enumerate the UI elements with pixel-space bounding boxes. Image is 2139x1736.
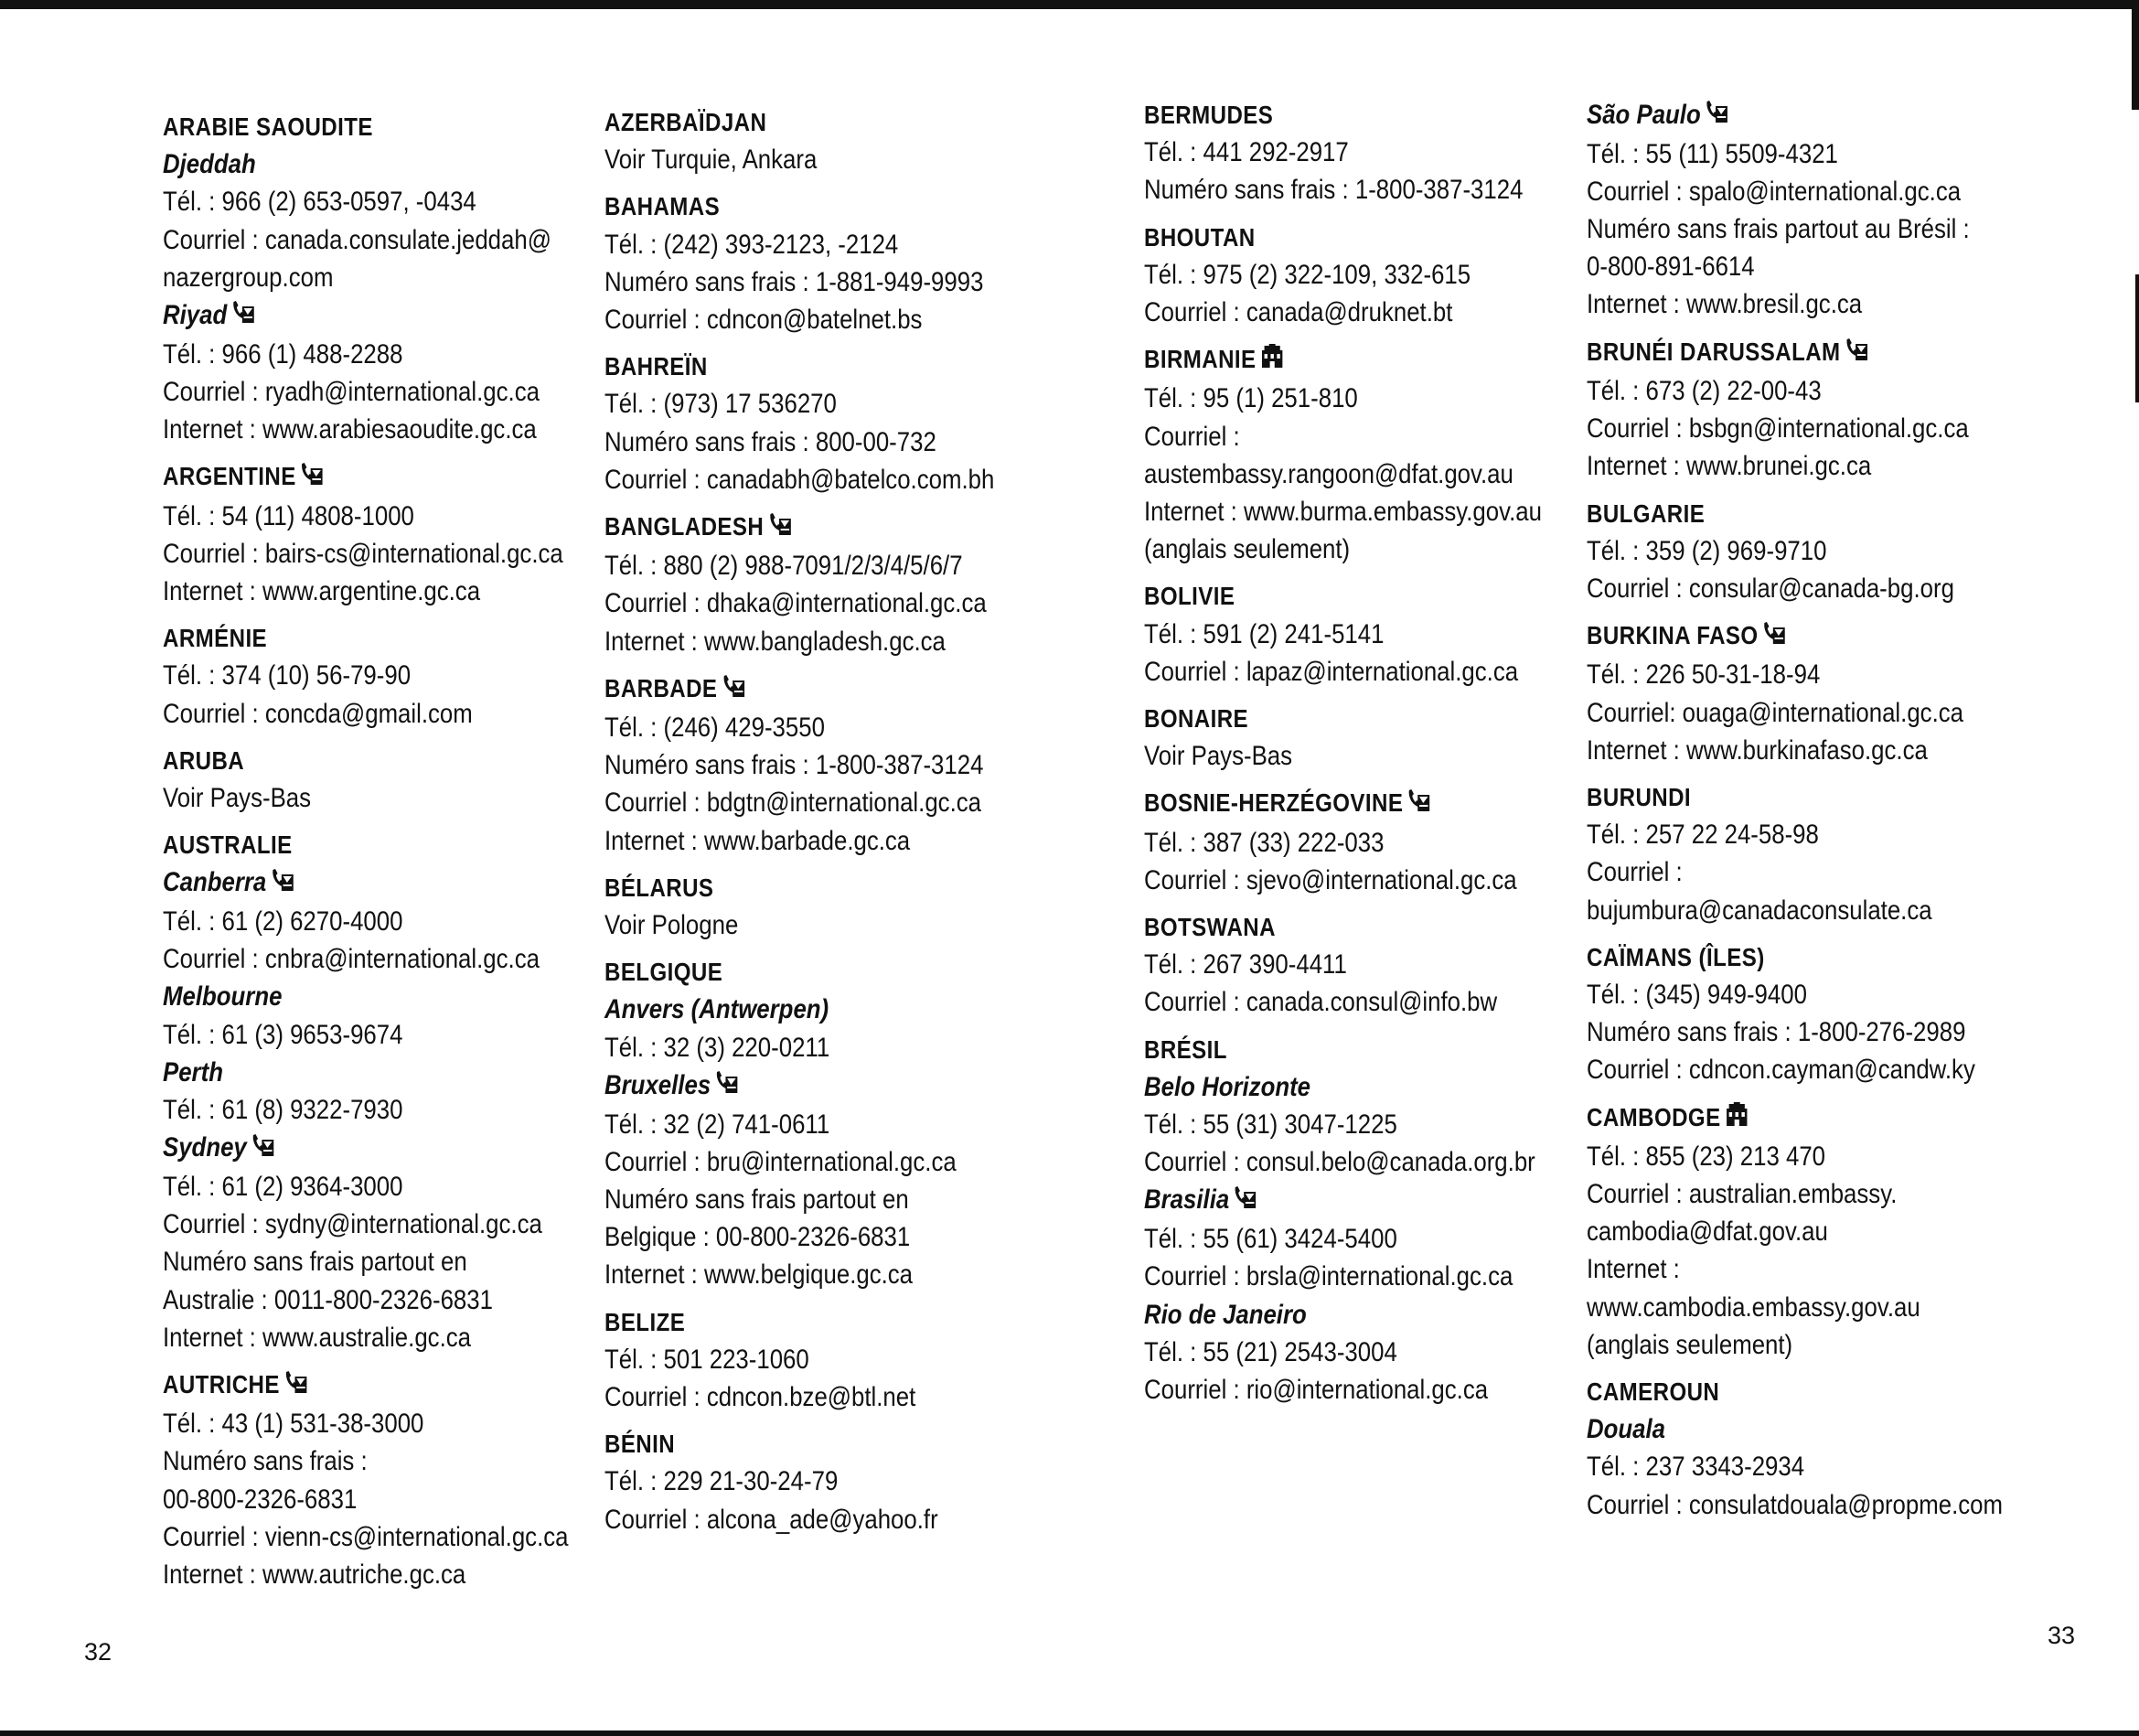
contact-line: Numéro sans frais partout en (604, 1184, 909, 1215)
contact-line: Courriel : lapaz@international.gc.ca (1144, 656, 1519, 687)
contact-line: Courriel : consular@canada-bg.org (1587, 573, 1954, 604)
country-entry (604, 103, 998, 178)
contact-line: Numéro sans frais partout au Brésil : (1587, 214, 1970, 245)
contact-line: Numéro sans frais : (163, 1446, 368, 1477)
country-name: ARUBA (163, 745, 245, 775)
contact-line: bujumbura@canadaconsulate.ca (1587, 895, 1932, 926)
contact-line: Courriel : canadabh@batelco.com.bh (604, 464, 995, 495)
contact-line: Tél. : 267 390-4411 (1144, 949, 1347, 981)
contact-line: Internet : www.barbade.gc.ca (604, 825, 911, 856)
contact-line: Courriel : sydny@international.gc.ca (163, 1209, 542, 1240)
contact-line: Tél. : 257 22 24-58-98 (1587, 820, 1819, 851)
city-name: Bruxelles (604, 1069, 711, 1100)
country-name: BRÉSIL (1144, 1034, 1227, 1064)
country-entry (163, 826, 556, 1356)
country-heading (1144, 700, 1537, 737)
contact-line: Numéro sans frais partout en (163, 1247, 467, 1278)
country-name: ARMÉNIE (163, 624, 268, 653)
country-name: AUSTRALIE (163, 830, 293, 860)
column-3 (1144, 96, 1542, 1418)
city-heading (163, 863, 556, 903)
phone-icon (231, 297, 255, 335)
country-entry (163, 1366, 569, 1593)
contact-line: Tél. : 61 (3) 9653-9674 (163, 1019, 403, 1050)
contact-line: Tél. : 32 (2) 741-0611 (604, 1109, 830, 1140)
country-name: BARBADE (604, 673, 718, 702)
phone-icon (1234, 1183, 1257, 1220)
contact-line: Tél. : 359 (2) 969-9710 (1587, 535, 1827, 566)
contact-line: Internet : www.brunei.gc.ca (1587, 451, 1872, 482)
country-name: BANGLADESH (604, 512, 765, 541)
country-heading (604, 1303, 998, 1341)
country-name: BURKINA FASO (1587, 621, 1759, 650)
contact-line: Tél. : 95 (1) 251-810 (1144, 383, 1358, 414)
city-heading (1587, 96, 1980, 135)
contact-line: Courriel : bairs-cs@international.gc.ca (163, 538, 563, 569)
contact-line: Tél. : 374 (10) 56-79-90 (163, 660, 412, 691)
country-heading (604, 188, 998, 225)
contact-line: Tél. : 591 (2) 241-5141 (1144, 618, 1385, 649)
country-name: BOLIVIE (1144, 582, 1235, 611)
country-entry (1144, 700, 1537, 775)
contact-line: Internet : www.argentine.gc.ca (163, 575, 481, 606)
country-name: CAMEROUN (1587, 1377, 1720, 1406)
country-heading (604, 508, 998, 547)
contact-line: Courriel : spalo@international.gc.ca (1587, 176, 1962, 207)
country-name: ARGENTINE (163, 462, 296, 491)
country-name: BOTSWANA (1144, 913, 1276, 942)
country-heading (604, 103, 998, 141)
contact-line: Internet : www.autriche.gc.ca (163, 1559, 466, 1590)
contact-line: Courriel : consulatdouala@propme.com (1587, 1489, 2003, 1520)
country-heading (1587, 778, 1980, 816)
contact-line: Courriel : concda@gmail.com (163, 698, 473, 729)
country-entry (604, 348, 998, 498)
building-icon (1261, 342, 1285, 380)
contact-line: Courriel : (1144, 421, 1240, 452)
contact-line: nazergroup.com (163, 262, 334, 293)
country-entry (1587, 938, 1980, 1089)
city-heading (604, 1066, 998, 1106)
phone-icon (768, 509, 792, 547)
contact-line: Courriel: ouaga@international.gc.ca (1587, 697, 1963, 728)
contact-line: Tél. : 441 292-2917 (1144, 137, 1349, 168)
country-heading (163, 108, 556, 145)
country-heading (163, 619, 556, 657)
contact-line: Courriel : vienn-cs@international.gc.ca (163, 1521, 569, 1552)
country-entry (604, 670, 998, 860)
country-entry (1587, 333, 1980, 486)
contact-line: Tél. : 61 (2) 6270-4000 (163, 906, 403, 937)
city-heading (1587, 1410, 1980, 1448)
contact-line: Tél. : 55 (11) 5509-4321 (1587, 138, 1838, 169)
contact-line: Tél. : 966 (2) 653-0597, -0434 (163, 187, 476, 218)
country-entry (604, 1425, 998, 1538)
city-name: Belo Horizonte (1144, 1071, 1311, 1102)
contact-line: Tél. : (973) 17 536270 (604, 389, 837, 420)
city-heading (163, 1054, 556, 1091)
country-name: BRUNÉI DARUSSALAM (1587, 337, 1841, 366)
contact-line: Tél. : 55 (61) 3424-5400 (1144, 1224, 1397, 1255)
country-entry (1587, 616, 1980, 769)
contact-line: Internet : www.australie.gc.ca (163, 1322, 471, 1353)
contact-line: Tél. : 501 223-1060 (604, 1344, 809, 1375)
contact-line: Courriel : australian.embassy. (1587, 1178, 1898, 1209)
country-entry (1144, 340, 1542, 568)
country-name: CAMBODGE (1587, 1102, 1721, 1131)
country-entry (1144, 1031, 1537, 1409)
country-entry (604, 869, 998, 944)
contact-line: Australie : 0011-800-2326-6831 (163, 1284, 493, 1315)
contact-line: Tél. : (242) 393-2123, -2124 (604, 229, 899, 260)
country-entry (604, 508, 998, 660)
contact-line: Tél. : 226 50-31-18-94 (1587, 659, 1821, 691)
contact-line: Voir Turquie, Ankara (604, 145, 818, 176)
top-rule (0, 0, 2139, 9)
contact-line: Courriel : cdncon.cayman@candw.ky (1587, 1055, 1975, 1086)
country-name: BAHAMAS (604, 192, 721, 221)
contact-line: Tél. : 43 (1) 531-38-3000 (163, 1409, 424, 1440)
country-heading (1144, 1031, 1537, 1068)
contact-line: Internet : www.burma.embassy.gov.au (1144, 497, 1542, 528)
page-edge (2132, 0, 2139, 110)
building-icon (1726, 1100, 1749, 1138)
contact-line: Numéro sans frais : 1-800-387-3124 (1144, 175, 1524, 206)
country-entry (604, 953, 998, 1293)
contact-line: Courriel : cdncon@batelnet.bs (604, 305, 923, 336)
contact-line: Courriel : cnbra@international.gc.ca (163, 944, 540, 975)
country-entry (163, 457, 563, 610)
country-name: AZERBAÏDJAN (604, 108, 767, 136)
contact-line: Tél. : 855 (23) 213 470 (1587, 1141, 1826, 1172)
country-name: ARABIE SAOUDITE (163, 113, 373, 141)
page-number-right: 33 (2048, 1622, 2076, 1649)
country-entry (163, 742, 556, 817)
contact-line: Courriel : canada.consulate.jeddah@ (163, 224, 551, 255)
city-name: Anvers (Antwerpen) (604, 994, 829, 1025)
contact-line: Internet : www.burkinafaso.gc.ca (1587, 734, 1928, 766)
country-heading (1144, 908, 1537, 946)
country-name: BELGIQUE (604, 958, 723, 987)
country-heading (1587, 1373, 1980, 1410)
column-2 (604, 103, 998, 1548)
contact-line: Courriel : sjevo@international.gc.ca (1144, 864, 1517, 895)
country-heading (1144, 219, 1537, 256)
country-entry (1587, 778, 1980, 929)
page-edge (2135, 274, 2139, 402)
country-heading (1587, 495, 1980, 532)
country-name: BULGARIE (1587, 498, 1706, 528)
country-heading (1587, 938, 1980, 976)
contact-line: 0-800-891-6614 (1587, 252, 1755, 283)
country-entry (604, 1303, 998, 1417)
contact-line: Internet : www.bangladesh.gc.ca (604, 626, 946, 657)
contact-line: Internet : www.arabiesaoudite.gc.ca (163, 414, 537, 445)
country-heading (163, 826, 556, 863)
country-entry (1144, 577, 1537, 691)
page-number-left: 32 (84, 1638, 112, 1666)
contact-line: Belgique : 00-800-2326-6831 (604, 1222, 911, 1253)
country-entry (1144, 96, 1537, 209)
country-entry (1587, 495, 1980, 608)
country-heading (604, 670, 998, 709)
city-name: Perth (163, 1056, 223, 1088)
city-heading (163, 1129, 556, 1168)
contact-line: Tél. : 61 (2) 9364-3000 (163, 1171, 403, 1202)
contact-line: Courriel : cdncon.bze@btl.net (604, 1381, 916, 1412)
country-entry (604, 188, 998, 338)
contact-line: Numéro sans frais : 1-881-949-9993 (604, 266, 984, 297)
contact-line: (anglais seulement) (1587, 1329, 1793, 1360)
country-entry (1587, 96, 1980, 324)
country-heading (604, 1425, 998, 1463)
city-heading (1144, 1181, 1537, 1220)
contact-line: Courriel : ryadh@international.gc.ca (163, 376, 540, 407)
country-entry (1144, 784, 1537, 899)
contact-line: Tél. : 387 (33) 222-033 (1144, 827, 1385, 858)
country-heading (163, 457, 556, 497)
country-heading (163, 1366, 556, 1405)
contact-line: Internet : www.bresil.gc.ca (1587, 289, 1863, 320)
contact-line: Tél. : 673 (2) 22-00-43 (1587, 375, 1822, 406)
country-entry (163, 108, 556, 448)
country-name: BAHREÏN (604, 352, 708, 381)
country-name: BURUNDI (1587, 782, 1692, 811)
contact-line: Tél. : 975 (2) 322-109, 332-615 (1144, 259, 1471, 290)
city-heading (604, 991, 998, 1028)
country-heading (1587, 333, 1980, 372)
city-name: Riyad (163, 300, 228, 331)
country-name: BERMUDES (1144, 101, 1274, 129)
contact-line: Tél. : 237 3343-2934 (1587, 1452, 1805, 1483)
city-name: Melbourne (163, 981, 283, 1013)
country-name: BELIZE (604, 1307, 686, 1336)
country-name: AUTRICHE (163, 1369, 280, 1398)
contact-line: Internet : www.belgique.gc.ca (604, 1259, 914, 1291)
phone-icon (1845, 335, 1869, 372)
contact-line: Courriel : alcona_ade@yahoo.fr (604, 1504, 938, 1535)
country-name: BHOUTAN (1144, 222, 1256, 252)
contact-line: Tél. : 61 (8) 9322-7930 (163, 1095, 403, 1126)
contact-line: Courriel : dhaka@international.gc.ca (604, 588, 987, 619)
contact-line: Voir Pays-Bas (1144, 741, 1293, 772)
country-entry (163, 619, 556, 733)
contact-line: Courriel : canada@druknet.bt (1144, 297, 1453, 328)
contact-line: Tél. : 880 (2) 988-7091/2/3/4/5/6/7 (604, 551, 963, 582)
city-name: Djeddah (163, 149, 256, 180)
country-heading (1144, 784, 1537, 823)
phone-icon (271, 865, 294, 903)
city-name: Canberra (163, 867, 267, 898)
contact-line: Numéro sans frais : 1-800-276-2989 (1587, 1017, 1966, 1048)
contact-line: 00-800-2326-6831 (163, 1484, 358, 1515)
phone-icon (1706, 97, 1729, 134)
contact-line: Tél. : 229 21-30-24-79 (604, 1466, 839, 1497)
country-heading (163, 742, 556, 779)
country-name: BÉNIN (604, 1430, 676, 1459)
country-heading (604, 953, 998, 991)
contact-line: Tél. : 32 (3) 220-0211 (604, 1032, 830, 1063)
country-name: CAÏMANS (ÎLES) (1587, 942, 1765, 971)
country-entry (1144, 908, 1537, 1022)
contact-line: (anglais seulement) (1144, 534, 1351, 565)
city-name: Brasilia (1144, 1184, 1230, 1216)
country-heading (1144, 577, 1537, 615)
column-1 (163, 108, 569, 1602)
bottom-rule (0, 1731, 2139, 1736)
phone-icon (1763, 618, 1787, 656)
country-name: BOSNIE-HERZÉGOVINE (1144, 788, 1404, 818)
contact-line: www.cambodia.embassy.gov.au (1587, 1291, 1920, 1323)
phone-icon (301, 459, 325, 497)
contact-line: Numéro sans frais : 800-00-732 (604, 426, 936, 457)
contact-line: Courriel : rio@international.gc.ca (1144, 1374, 1489, 1405)
country-entry (1587, 1373, 2003, 1524)
phone-icon (284, 1367, 308, 1405)
country-name: BÉLARUS (604, 873, 714, 902)
phone-icon (715, 1067, 739, 1105)
city-heading (163, 296, 556, 336)
city-heading (163, 145, 556, 183)
contact-line: Courriel : bru@international.gc.ca (604, 1146, 957, 1177)
contact-line: Tél. : 55 (21) 2543-3004 (1144, 1336, 1397, 1367)
contact-line: Courriel : canada.consul@info.bw (1144, 987, 1498, 1018)
country-entry (1587, 1098, 1980, 1364)
contact-line: Tél. : (246) 429-3550 (604, 713, 825, 744)
city-name: São Paulo (1587, 100, 1701, 130)
country-heading (1144, 96, 1537, 134)
country-heading (1144, 340, 1537, 380)
contact-line: Internet : (1587, 1254, 1680, 1285)
contact-line: Tél. : (345) 949-9400 (1587, 979, 1807, 1010)
city-name: Douala (1587, 1414, 1666, 1445)
contact-line: Courriel : bsbgn@international.gc.ca (1587, 413, 1969, 445)
country-name: BONAIRE (1144, 704, 1249, 734)
country-entry (1144, 219, 1537, 332)
country-name: BIRMANIE (1144, 345, 1257, 374)
city-name: Sydney (163, 1132, 247, 1163)
contact-line: Courriel : brsla@international.gc.ca (1144, 1261, 1513, 1292)
contact-line: Tél. : 55 (31) 3047-1225 (1144, 1109, 1397, 1141)
contact-line: Tél. : 54 (11) 4808-1000 (163, 500, 414, 531)
country-heading (604, 348, 998, 385)
contact-line: Voir Pays-Bas (163, 782, 312, 813)
contact-line: austembassy.rangoon@dfat.gov.au (1144, 458, 1513, 489)
contact-line: cambodia@dfat.gov.au (1587, 1216, 1828, 1248)
contact-line: Tél. : 966 (1) 488-2288 (163, 338, 403, 370)
city-heading (1144, 1296, 1537, 1334)
country-heading (604, 869, 998, 906)
city-heading (1144, 1068, 1537, 1106)
phone-icon (251, 1131, 275, 1168)
contact-line: Courriel : bdgtn@international.gc.ca (604, 788, 981, 819)
city-name: Rio de Janeiro (1144, 1299, 1307, 1330)
city-heading (163, 978, 556, 1015)
contact-line: Courriel : (1587, 857, 1683, 888)
column-4 (1587, 96, 2003, 1533)
phone-icon (1408, 786, 1432, 823)
phone-icon (722, 671, 746, 709)
contact-line: Courriel : consul.belo@canada.org.br (1144, 1147, 1535, 1178)
contact-line: Numéro sans frais : 1-800-387-3124 (604, 750, 984, 781)
contact-line: Voir Pologne (604, 910, 739, 941)
country-heading (1587, 1098, 1980, 1138)
country-heading (1587, 616, 1980, 656)
